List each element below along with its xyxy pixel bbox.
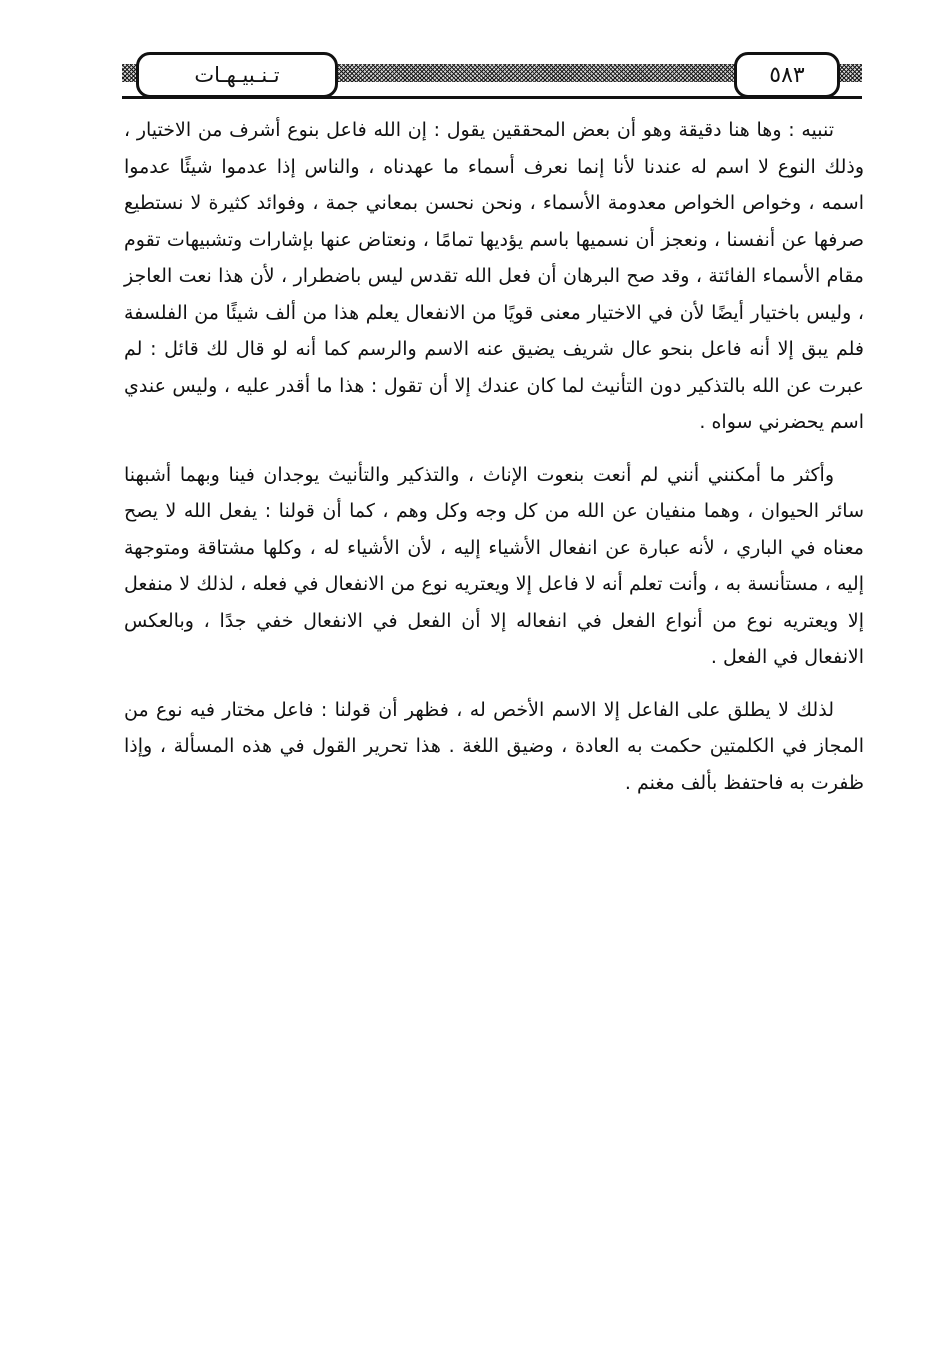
- running-title: تـنـبيـهـات: [136, 52, 338, 98]
- main-text: [124, 112, 864, 801]
- page-header: [122, 46, 862, 102]
- paragraph: تنبيه : وها هنا دقيقة وهو أن بعض المحققين يقول : إن الله فاعل بنوع أشرف من الاختيار ، وذلك النوع لا اسم له عندنا لأنا إنما نعرف أسماء ما عهدناه ، والناس إذا عدموا شيئًا عدموا اسمه ، وخواص الخواص معدومة الأسماء ، ونحن نحسن بمعاني جمة ، وفوائد كثيرة لا نستطيع صرفها عن أنفسنا ، ونعجز أن نسميها باسم يؤديها تمامًا ، ونعتاض عنها بإشارات وتشبيهات تقوم مقام الأسماء الفائتة ، وقد صح البرهان أن فعل الله تقدس ليس باضطرار ، لأن هذا نعت العاجز ، وليس باختيار أيضًا لأن في الاختيار معنى قويًا من الانفعال يعلم هذا من ألف شيئًا من الفلسفة فلم يبق إلا أنه فاعل بنحو عال شريف يضيق عنه الاسم والرسم كما أنه لو قال لك قائل : لم عبرت عن الله بالتذكير دون التأنيث لما كان عندك إلا أن تقول : هذا ما أقدر عليه ، وليس عندي اسم يحضرني سواه .: [124, 119, 864, 433]
- page-number: ٥٨٣: [734, 52, 840, 98]
- paragraph: وأكثر ما أمكنني أنني لم أنعت بنعوت الإناث ، والتذكير والتأنيث يوجدان فينا وبهما أشبهنا سائر الحيوان ، وهما منفيان عن الله من كل وجه وكل وهم ، كما أن قولنا : يفعل الله لا يصح معناه في الباري ، لأنه عبارة عن انفعال الأشياء إليه ، لأن الأشياء له ، وكلها مشتاقة ومتوجهة إليه ، مستأنسة به ، وأنت تعلم أنه لا فاعل إلا ويعتريه نوع من الانفعال في فعله ، لذلك لا منفعل إلا ويعتريه نوع من أنواع الفعل في انفعاله إلا أن الفعل في الانفعال خفي جدًا ، وبالعكس الانفعال في الفعل .: [124, 463, 864, 668]
- paragraph: لذلك لا يطلق على الفاعل إلا الاسم الأخص له ، فظهر أن قولنا : فاعل مختار فيه نوع من المجاز في الكلمتين حكمت به العادة ، وضيق اللغة . هذا تحرير القول في هذه المسألة ، وإذا ظفرت به فاحتفظ بألف مغنم .: [124, 698, 864, 794]
